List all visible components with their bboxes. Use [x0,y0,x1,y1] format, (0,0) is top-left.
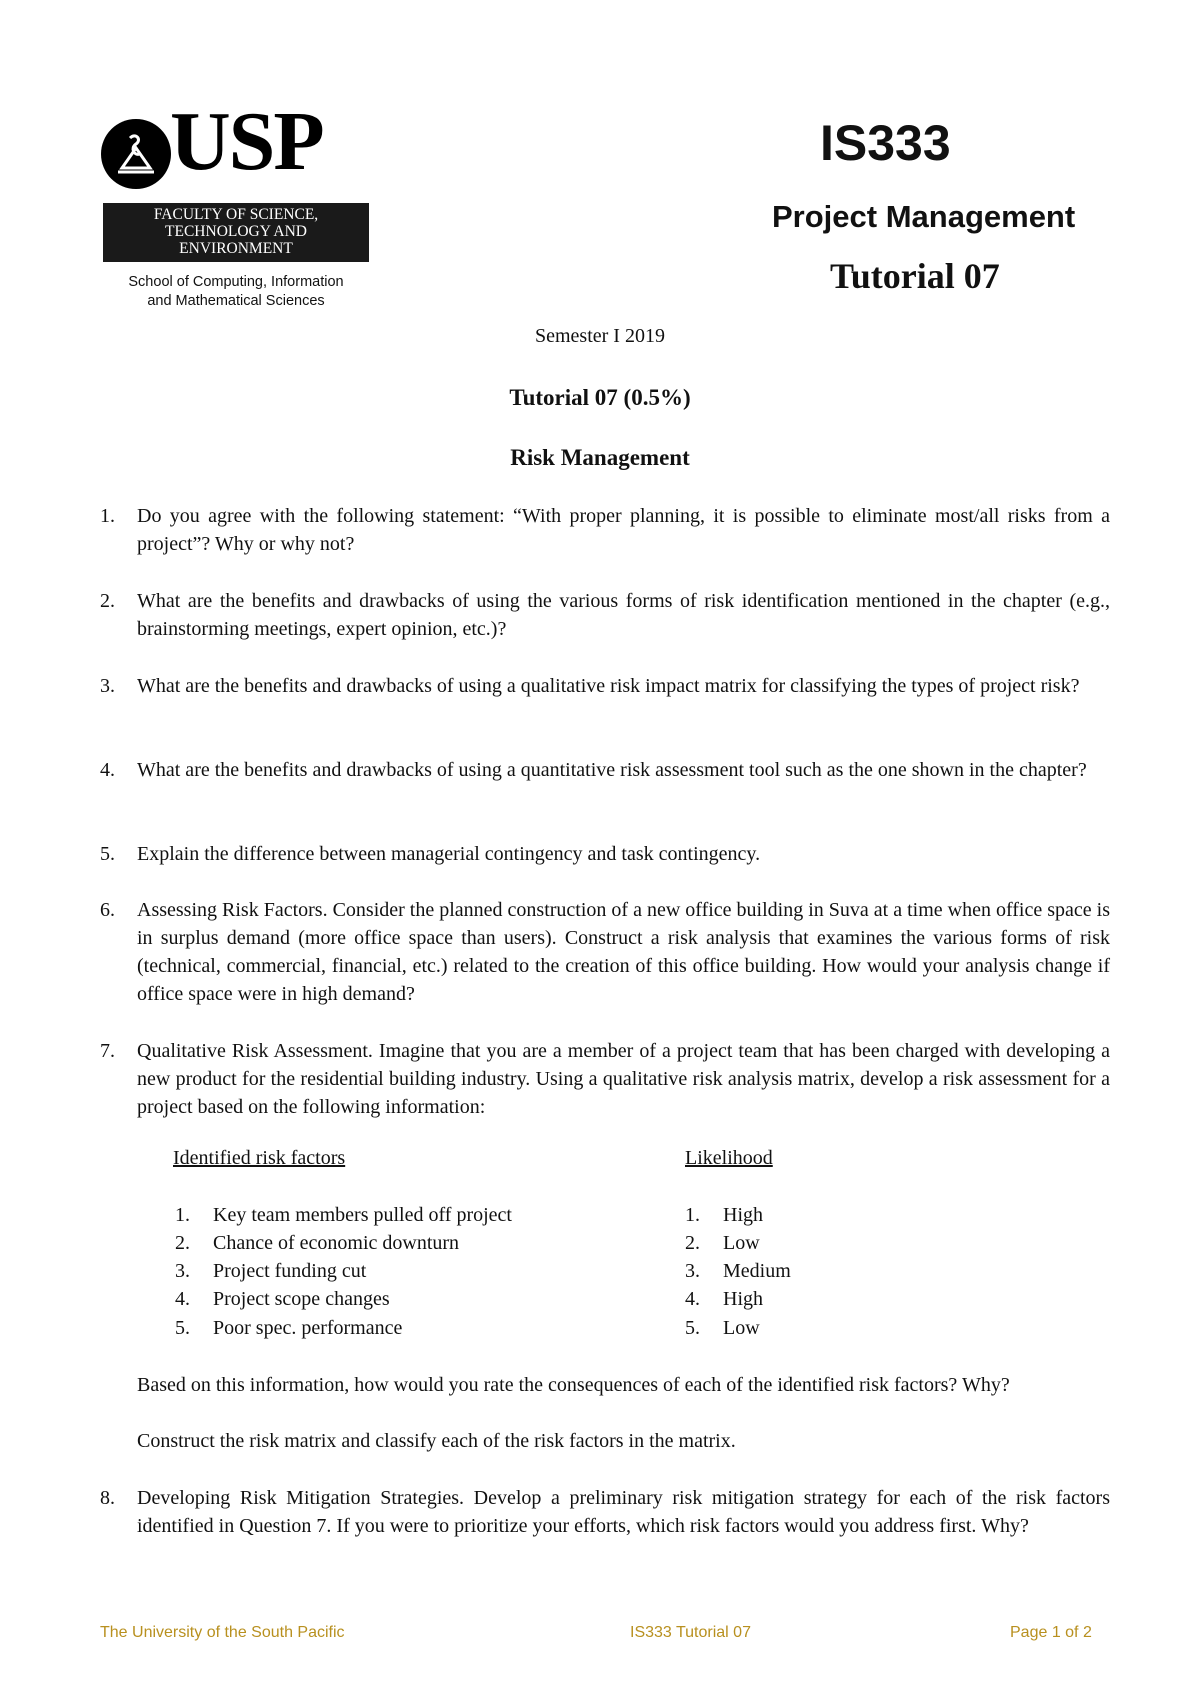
risk-factor: Project funding cut [213,1260,367,1282]
question-number: 8. [100,1487,115,1509]
row-number: 1. [685,1204,700,1226]
question-5 [100,840,1110,868]
semester: Semester I 2019 [535,325,665,347]
question-number: 7. [100,1040,115,1062]
risk-factor: Poor spec. performance [213,1317,403,1339]
row-number: 4. [685,1288,700,1310]
question-4 [100,756,1110,784]
question-number: 6. [100,899,115,921]
usp-logo-emblem [100,118,172,190]
risk-factor-row [175,1314,655,1342]
faculty-line: ENVIRONMENT [179,240,293,257]
question-text: Do you agree with the following statement: “With proper planning, it is possible to eliminate most/all risks from a project”? Why or why not? [137,505,1110,555]
question-3 [100,672,1110,700]
question-number: 5. [100,843,115,865]
risk-factor-row [175,1285,655,1313]
question-number: 2. [100,590,115,612]
footer-university: The University of the South Pacific [100,1624,345,1641]
question-text: Assessing Risk Factors. Consider the planned construction of a new office building in Suva at a time when office space is in surplus demand (more office space than users). Construct a risk analysis that examines the various forms of risk (technical, commercial, financial, etc.) related to the creation of this office building. How would your analysis change if office space were in high demand? [137,899,1110,1005]
likelihood-value: Medium [723,1260,791,1282]
likelihood-value: Low [723,1232,760,1254]
question-text: Explain the difference between managerial contingency and task contingency. [137,843,761,865]
risk-factor-row [175,1257,655,1285]
course-name: Project Management [772,199,1076,234]
tutorial-title: Tutorial 07 [830,256,1000,296]
school-name [103,273,369,311]
likelihood-header: Likelihood [685,1147,773,1169]
row-number: 2. [175,1232,190,1254]
row-number: 5. [175,1317,190,1339]
likelihood-value: Low [723,1317,760,1339]
footer-course: IS333 Tutorial 07 [630,1624,751,1641]
school-line: School of Computing, Information [128,274,344,290]
usp-logo-text: USP [170,95,323,188]
question-8 [100,1484,1110,1540]
row-number: 5. [685,1317,700,1339]
question-7 [100,1037,1110,1121]
likelihood-row [685,1257,885,1285]
likelihood-row [685,1229,885,1257]
q7-followup-paragraph: Based on this information, how would you rate the consequences of each of the identified risk factors? Why? [137,1374,1010,1396]
likelihood-value: High [723,1288,763,1310]
question-text: What are the benefits and drawbacks of using a qualitative risk impact matrix for classifying the types of project risk? [137,675,1080,697]
faculty-banner [103,203,369,262]
course-code: IS333 [820,115,951,171]
question-number: 3. [100,675,115,697]
likelihood-value: High [723,1204,763,1226]
faculty-line: TECHNOLOGY AND [165,223,307,240]
question-number: 1. [100,505,115,527]
row-number: 3. [685,1260,700,1282]
risk-factor: Chance of economic downturn [213,1232,460,1254]
risk-factors-header: Identified risk factors [173,1147,346,1169]
question-text: What are the benefits and drawbacks of using the various forms of risk identification mentioned in the chapter (e.g., brainstorming meetings, expert opinion, etc.)? [137,590,1110,640]
section-heading: Risk Management [510,445,690,470]
q7-followup-instruction: Construct the risk matrix and classify each of the risk factors in the matrix. [137,1430,736,1452]
risk-factor-row [175,1201,655,1229]
question-text: Developing Risk Mitigation Strategies. Develop a preliminary risk mitigation strategy for each of the risk factors identified in Question 7. If you were to prioritize your efforts, which risk factors would you address first. Why? [137,1487,1110,1537]
risk-factor: Key team members pulled off project [213,1204,512,1226]
school-line: and Mathematical Sciences [147,293,325,309]
row-number: 2. [685,1232,700,1254]
faculty-line: FACULTY OF SCIENCE, [153,206,319,223]
question-6 [100,896,1110,1008]
question-number: 4. [100,759,115,781]
footer-page-number: Page 1 of 2 [1010,1624,1092,1641]
question-2 [100,587,1110,643]
risk-factor: Project scope changes [213,1288,390,1310]
tutorial-heading: Tutorial 07 (0.5%) [509,385,691,410]
question-text: What are the benefits and drawbacks of using a quantitative risk assessment tool such as the one shown in the chapter? [137,759,1087,781]
question-1 [100,502,1110,558]
risk-factor-row [175,1229,655,1257]
row-number: 1. [175,1204,190,1226]
row-number: 4. [175,1288,190,1310]
likelihood-row [685,1314,885,1342]
row-number: 3. [175,1260,190,1282]
likelihood-row [685,1201,885,1229]
question-text: Qualitative Risk Assessment. Imagine that you are a member of a project team that has been charged with developing a new product for the residential building industry. Using a qualitative risk analysis matrix, develop a risk assessment for a project based on the following information: [137,1040,1110,1118]
likelihood-row [685,1285,885,1313]
